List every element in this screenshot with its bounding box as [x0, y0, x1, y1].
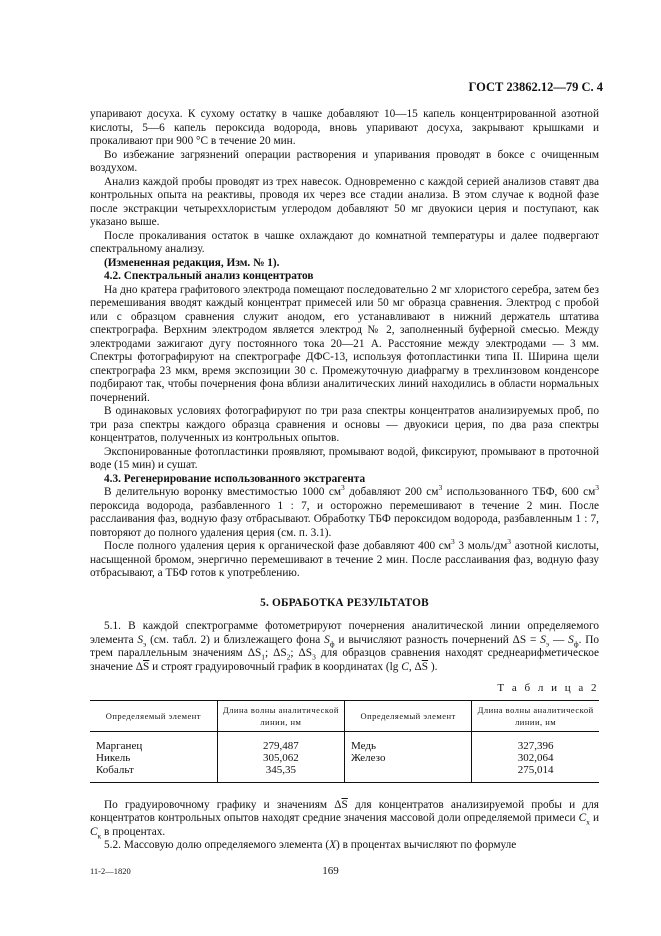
table-caption: Т а б л и ц а 2 — [497, 682, 599, 694]
paragraph: 5.1. В каждой спектрограмме фотометрируют почернения аналитической линии определяемого элемента $S_э$ (см. табл. 2) и близлежащего фона $S_ф$ и вычисляют разность почернений $\Delta S = S_э$ — $S_ф$. По трем параллельным значениям $\Delta S_1$; $\Delta S_2$; $\Delta S_3$ для образцов сравнения находят среднеарифметическое значение $\Delta\overline{S}$ и строят градуировочный график в координатах (lg C, $\Delta\overline{S}$ ). — [90, 620, 600, 673]
table-cell: 275,014 — [472, 764, 599, 783]
table-row — [90, 752, 599, 764]
table-row — [90, 731, 599, 752]
page-header: ГОСТ 23862.12—79 С. 4 — [468, 80, 603, 94]
table-cell — [345, 764, 472, 783]
mean-delta-s: $\Delta\overline{S}$ — [135, 660, 150, 673]
document-body — [90, 108, 599, 853]
table-header: Определяемый элемент — [90, 700, 217, 731]
subsection-heading: 4.3. Регенерирование использованного экстрагента — [104, 472, 366, 485]
table-header: Длина волны аналитической линии, нм — [217, 700, 344, 731]
table-cell: 327,396 — [472, 731, 599, 752]
table-cell: Медь — [345, 731, 472, 752]
paragraph: В одинаковых условиях фотографируют по три раза спектры концентратов анализируемых проб, по три раза спектры каждого образца сравнения и основы — двуокиси церия, по два раза спектры концентратов, полученных из контрольных опытов. — [90, 405, 599, 444]
table-header: Длина волны аналитической линии, нм — [472, 700, 599, 731]
print-code: 11-2—1820 — [90, 866, 131, 876]
paragraph: В делительную воронку вместимостью 1000 $см^3$ добавляют 200 $см^3$ использованного ТБФ, 600 $см^3$ пероксида водорода, разбавленного 1 : 7, и осторожно перемешивают в течение 2 мин. После расслаивания фаз, водную фазу отбрасывают. Обработку ТБФ пероксидом водорода, разбавленным 1 : 7, повторяют до полного удаления церия (см. п. 3.1). — [90, 483, 599, 539]
table-cell: 345,35 — [217, 764, 344, 783]
wavelength-table — [90, 700, 599, 783]
page-number: 169 — [322, 865, 339, 877]
paragraph: Во избежание загрязнений операции растворения и упаривания проводят в боксе с очищенным воздухом. — [90, 148, 599, 174]
table-header: Определяемый элемент — [345, 700, 472, 731]
table-cell: 302,064 — [472, 752, 599, 764]
paragraph: По градуировочному графику и значениям $\Delta\overline{S}$ для концентратов анализируемой пробы и для концентратов контрольных опытов находят средние значения массовой доли определяемой примеси $C_x$ и $C_к$ в процентах. — [90, 798, 599, 840]
subsection-heading: 4.2. Спектральный анализ концентратов — [104, 270, 314, 282]
paragraph: упаривают досуха. К сухому остатку в чашке добавляют 10—15 капель концентрированной азотной кислоты, 5—6 капель пероксида водорода, вновь упаривают досуха, закрывают крышками и прокаливают при 900 °С в течение 20 мин. — [90, 108, 599, 147]
table-row — [90, 764, 599, 783]
section-title: 5. ОБРАБОТКА РЕЗУЛЬТАТОВ — [260, 596, 429, 609]
revision-note: (Измененная редакция, Изм. № 1). — [104, 256, 280, 269]
paragraph: Экспонированные фотопластинки проявляют, промывают водой, фиксируют, промывают в проточной воде (15 мин) и сушат. — [90, 445, 599, 471]
paragraph: После прокаливания остаток в чашке охлаждают до комнатной температуры и далее подвергают спектральному анализу. — [90, 229, 599, 255]
table-cell: 279,487 — [217, 731, 344, 752]
table-cell: Кобальт — [90, 764, 217, 783]
paragraph: 5.2. Массовую долю определяемого элемента (X) в процентах вычисляют по формуле — [104, 839, 517, 851]
table-cell: Железо — [345, 752, 472, 764]
paragraph: После полного удаления церия к органической фазе добавляют 400 $см^3$ 3 моль/$дм^3$ азотной кислоты, насыщенной бромом, энергично перемешивают в течение 2 мин. После расслаивания фаз, водную фазу отбрасывают, а ТБФ готов к употреблению. — [90, 537, 600, 579]
paragraph: На дно кратера графитового электрода помещают последовательно 2 мг хлористого серебра, затем без перемешивания вводят каждый концентрат примесей или 50 мг образца сравнения. Электрод с пробой или с образцом сравнения служит анодом, его устанавливают в нижний держатель штатива спектрографа. Верхним электродом является электрод № 2, заполненный буферной смесью. Между электродами зажигают дугу постоянного тока 20—21 А. Расстояние между электродами — 3 мм. Спектры фотографируют на спектрографе ДФС-13, используя фотопластинки типа II. Ширина щели спектрографа 23 мкм, время экспозиции 30 с. Промежуточную диафрагму в трехлинзовом конденсоре подбирают так, чтобы почернения фона вблизи аналитических линий находились в области нормальных почернений. — [90, 283, 599, 404]
table-cell: Никель — [96, 751, 131, 764]
table-cell: Марганец — [96, 739, 143, 752]
table-cell: 305,062 — [217, 752, 344, 764]
paragraph: Анализ каждой пробы проводят из трех навесок. Одновременно с каждой серией анализов ставят два контрольных опыта на реактивы, проводя их через все стадии анализа. В этом случае к водной фазе после экстракции четыреххлористым углеродом добавляют 50 мг двуокиси церия и поступают, как указано выше. — [90, 175, 599, 228]
